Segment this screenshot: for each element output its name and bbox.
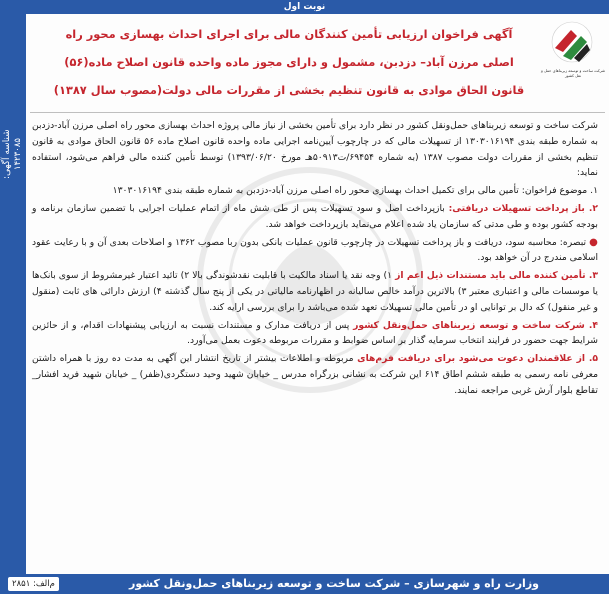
item-3-text: ۱) وجه نقد یا اسناد مالکیت با قابلیت نقدشوندگی بالا ۲) تائید اعتبار غیرمشروط از سوی بانک‌ها یا موسسات مالی و اعتباری معتبر ۳) بالاترین درآمد خالص سالیانه در اظهارنامه مالیاتی در یکی از پنج سال گذشته ۴) ارزش دارائی های ثابت (منقول و غیر منقول) که دال بر توانایی او در تأمین مالی تسهیلات تعهد شده می‌باشد را برای بررسی ارایه کند. [32, 270, 598, 313]
item-3 [32, 268, 598, 315]
note-paragraph [32, 235, 598, 267]
item-2 [32, 201, 598, 233]
bullet-icon: ● [589, 236, 599, 248]
ad-title [39, 20, 539, 104]
footer-title: وزارت راه و شهرسازی – شرکت ساخت و توسعه زیربناهای حمل‌ونقل کشور [129, 577, 539, 590]
item-2-text: بازپرداخت اصل و سود تسهیلات پس از طی شش ماه از اتمام عملیات اجرایی با تضمین سازمان برنامه و بودجه کشور بوده و طی مدتی که سازمان یاد شده اعلام می‌نماید بازپرداخت خواهد شد. [32, 202, 598, 230]
ad-id-label: شناسه آگهی: [2, 129, 12, 179]
ad-title-line-3: قانون الحاق موادی به قانون تنظیم بخشی از مقررات مالی دولت(مصوب سال ۱۳۸۷) [53, 83, 525, 97]
intro-paragraph: شرکت ساخت و توسعه زیربناهای حمل‌ونقل کشور در نظر دارد برای تأمین بخشی از نیاز مالی پروژه احداث بهسازی محور راه اصلی مرزن آباد-دزدبن به شماره طبقه بندی ۱۳۰۳۰۱۶۱۹۴ از تسهیلات مالی که در چارچوب آیین‌نامه اجرایی ماده واحده قانون اصلاح ماده ۵۶ قانون الحاق موادی به قانون تنظیم بخشی از مقررات دولت مصوب ۱۳۸۷ (به شماره ۶۹۴۵۴/ت۵۰۹۱۳هـ مورخ ۱۳۹۳/۰۶/۲۰) توسط تأمین کننده مالی فراهم می‌شود، استفاده نماید: [32, 120, 598, 179]
ad-id-number: ۱۴۲۳۰۸۵ [13, 138, 23, 170]
ad-id [2, 84, 24, 224]
note-text: تبصره: محاسبه سود، دریافت و باز پرداخت تسهیلات در چارچوب قانون عملیات بانکی بدون ربا مصوب ۱۳۶۲ و اصلاحات بعدی آن و با رعایت عقود اسلامی مندرج در آن خواهد بود. [32, 236, 598, 264]
logo-caption: شرکت ساخت و توسعه زیربناهای حمل و نقل کشور [540, 68, 606, 78]
item-1: ۱. موضوع فراخوان: تأمین مالی برای تکمیل احداث بهسازی محور راه اصلی مرزن آباد-دزدبن به شماره طبقه بندی ۱۳۰۳۰۱۶۱۹۴ [112, 185, 598, 197]
item-5 [32, 351, 598, 398]
edition-tag [0, 0, 609, 14]
item-3-label: ۳. تأمین کننده مالی باید مستندات ذیل اعم از [395, 270, 599, 282]
item-4-text: پس از دریافت مدارک و مستندات نسبت به ارزیابی پیشنهادات اقدام، و از حائزین شرایط جهت حضور در فرایند انتخاب سرمایه گذار بر اساس ضوابط و مقررات مربوطه دعوت بعمل می‌آورد. [32, 319, 598, 347]
side-bar [0, 14, 26, 574]
footer-code: م‌الف: ۲۸۵۱ [8, 577, 59, 591]
ad-title-line-1: آگهی فراخوان ارزیابی تأمین کنندگان مالی برای اجرای احداث بهسازی محور راه [65, 27, 513, 41]
item-5-label: ۵. از علاقمندان دعوت می‌شود برای دریافت فرم‌های [357, 353, 599, 365]
ad-title-line-2: اصلی مرزن آباد– دزدبن، مشمول و دارای مجوز ماده واحده قانون اصلاح ماده(۵۶) [64, 55, 514, 69]
item-4 [32, 318, 598, 350]
edition-tag-label: نوبت اول [283, 2, 326, 12]
title-divider [30, 112, 605, 113]
footer-bar [0, 574, 609, 594]
item-4-label: ۴. شرکت ساخت و توسعه زیربناهای حمل‌ونقل کشور [353, 319, 598, 331]
item-5-text: مربوطه و اطلاعات بیشتر از تاریخ انتشار این آگهی به مدت ده روز با همراه داشتن معرفی نامه رسمی به طبقه ششم اطاق ۶۱۴ این شرکت به نشانی بزرگراه مدرس _ خیابان شهید وحید دستگردی(ظفر) _ خیابان شهید فرید افشار_ تقاطع بلوار آرش غربی مراجعه نمایند. [32, 353, 599, 396]
item-2-label: ۲. باز پرداخت تسهیلات دریافتی: [448, 202, 598, 214]
ad-body [32, 118, 598, 401]
